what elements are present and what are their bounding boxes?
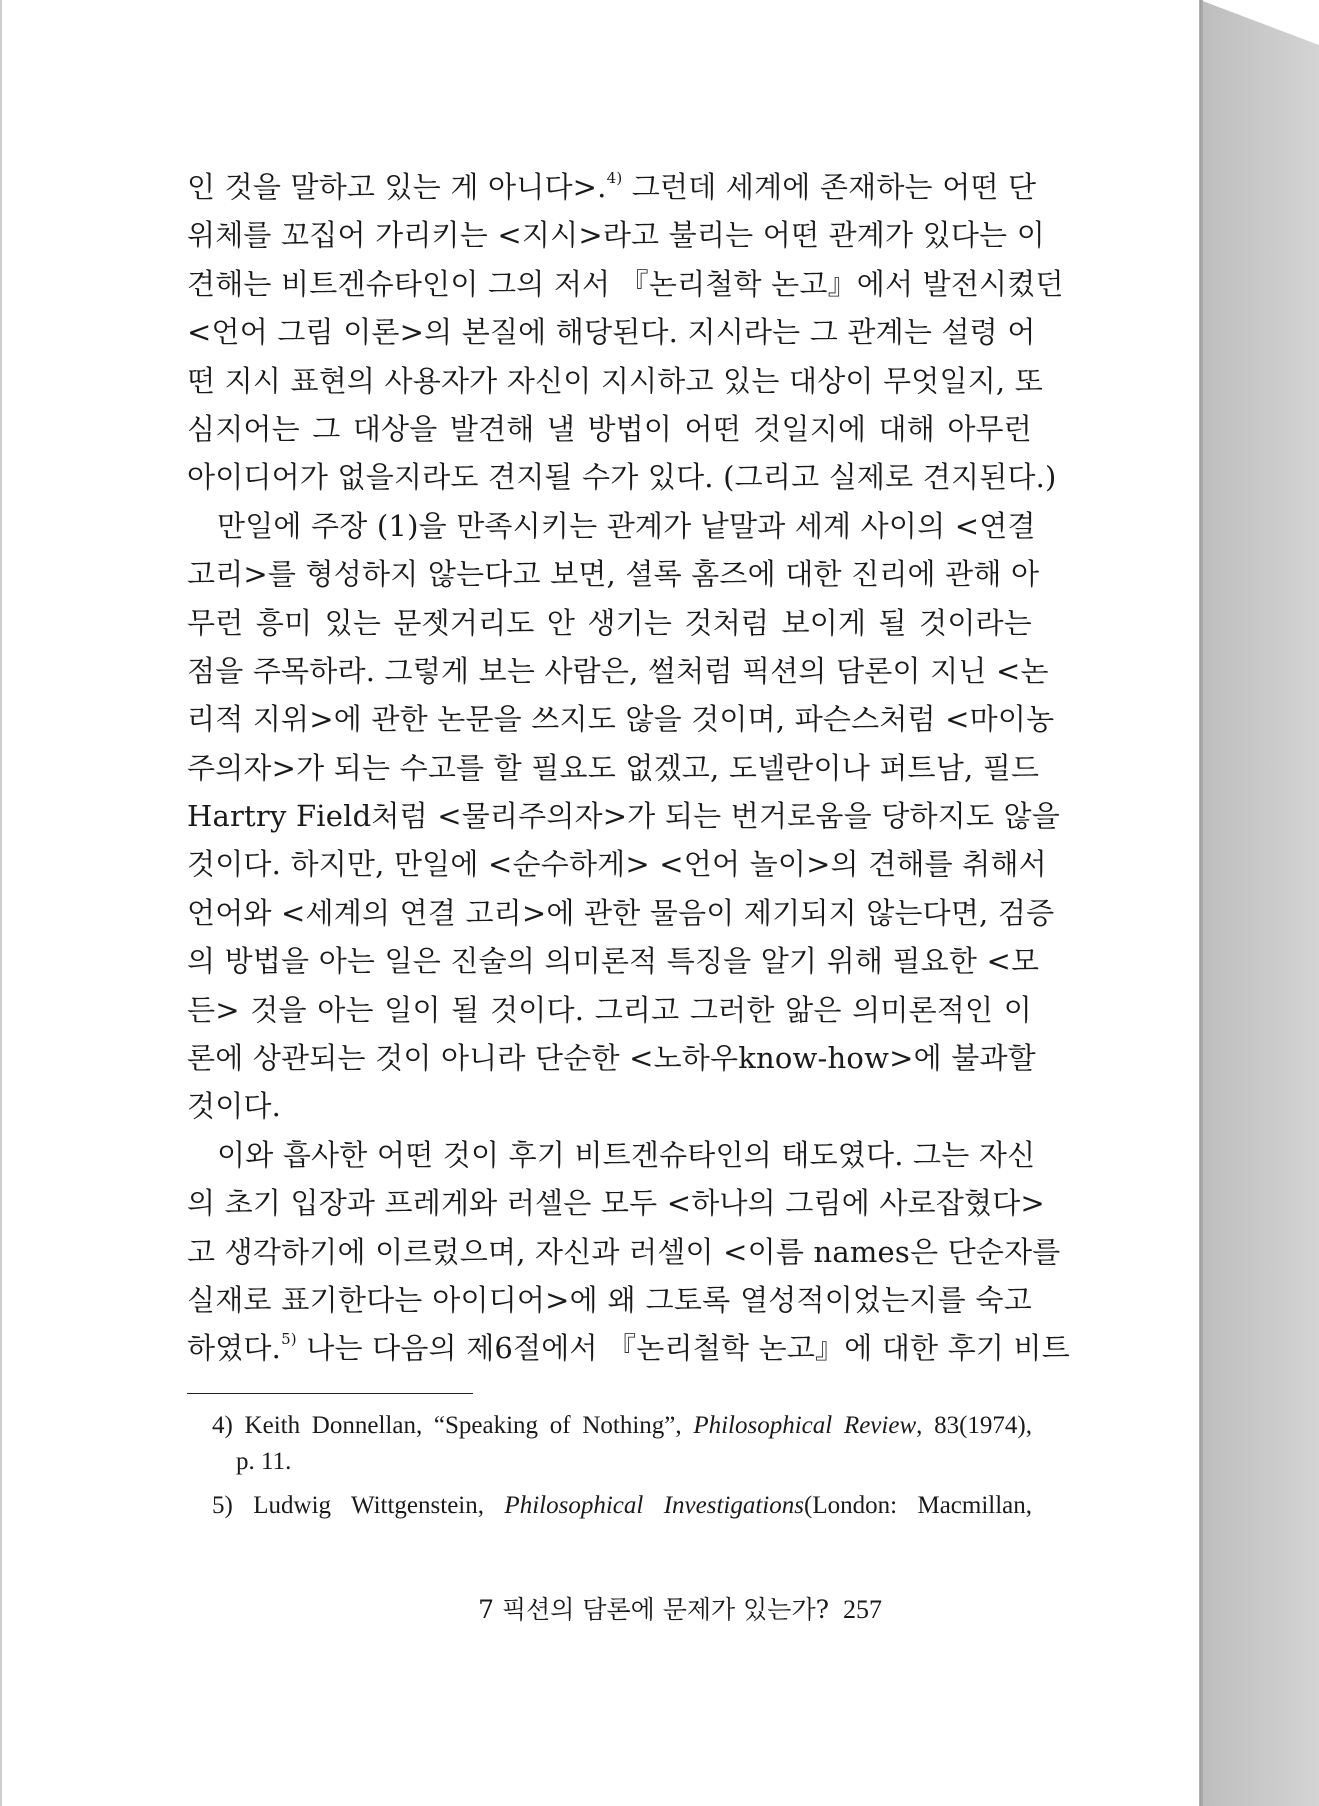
text-line: 하였다.$^{5)}$ 나는 다음의 제6절에서 『논리철학 논고』에 대한 후기 비트 xyxy=(187,1330,1070,1366)
footnote-5: 5) Ludwig Wittgenstein, Philosophical Investigations(London: Macmillan, xyxy=(212,1492,1033,1519)
text-line: 든> 것을 아는 일이 될 것이다. 그리고 그러한 앎은 의미론적인 이 xyxy=(187,992,1032,1027)
text-line: 언어와 <세계의 연결 고리>에 관한 물음이 제기되지 않는다면, 검증 xyxy=(187,895,1055,930)
running-title: 7 픽션의 담론에 문제가 있는가? xyxy=(478,1595,829,1624)
text-line: 위체를 꼬집어 가리키는 <지시>라고 불리는 어떤 관계가 있다는 이 xyxy=(187,218,1045,253)
text-line: 심지어는 그 대상을 발견해 낼 방법이 어떤 것일지에 대해 아무런 xyxy=(187,411,1032,446)
footnote-marker: 4) xyxy=(606,169,623,187)
text-line: 리적 지위>에 관한 논문을 쓰지도 않을 것이며, 파슨스처럼 <마이농 xyxy=(187,702,1055,737)
page-number: 257 xyxy=(843,1595,882,1624)
text-line: 의 초기 입장과 프레게와 러셀은 모두 <하나의 그림에 사로잡혔다> xyxy=(187,1186,1045,1221)
text-line: 실재로 표기한다는 아이디어>에 왜 그토록 열성적이었는지를 숙고 xyxy=(187,1282,1032,1317)
text-line: 아이디어가 없을지라도 견지될 수가 있다. (그리고 실제로 견지된다.) xyxy=(187,460,1057,495)
footnotes xyxy=(212,1408,1032,1524)
footnote-marker: 5) xyxy=(281,1330,297,1349)
text-line: 견해는 비트겐슈타인이 그의 저서 『논리철학 논고』에서 발전시켰던 xyxy=(187,266,1064,301)
body-text xyxy=(187,163,1070,1373)
footnote-4: 4) Keith Donnellan, “Speaking of Nothing”, Philosophical Review, 83(1974), xyxy=(212,1412,1032,1439)
text-line: 주의자>가 되는 수고를 할 필요도 없겠고, 도넬란이나 퍼트남, 필드 xyxy=(187,750,1040,785)
footnote-rule xyxy=(187,1393,473,1394)
text-line: 점을 주목하라. 그렇게 보는 사람은, 썰처럼 픽션의 담론이 지닌 <논 xyxy=(187,653,1049,688)
text-line: 고리>를 형성하지 않는다고 보면, 셜록 홈즈에 대한 진리에 관해 아 xyxy=(187,557,1040,592)
text-line: 이와 흡사한 어떤 것이 후기 비트겐슈타인의 태도였다. 그는 자신 xyxy=(217,1137,1036,1172)
running-footer xyxy=(478,1590,882,1626)
text-line: 고 생각하기에 이르렀으며, 자신과 러셀이 <이름 names은 단순자를 xyxy=(187,1234,1061,1269)
text-line: 인 것을 말하고 있는 게 아니다>.$^{4)}$ 그런데 세계에 존재하는 어떤 단 xyxy=(187,169,1037,204)
text-line: 론에 상관되는 것이 아니라 단순한 <노하우know-how>에 불과할 xyxy=(187,1041,1036,1076)
footnote-4-continuation: p. 11. xyxy=(236,1448,292,1475)
text-line: 무런 흥미 있는 문젯거리도 안 생기는 것처럼 보이게 될 것이라는 xyxy=(187,605,1032,640)
text-line: 것이다. 하지만, 만일에 <순수하게> <언어 놀이>의 견해를 취해서 xyxy=(187,847,1047,882)
text-line: 것이다. xyxy=(187,1089,282,1124)
text-line: 의 방법을 아는 일은 진술의 의미론적 특징을 알기 위해 필요한 <모 xyxy=(187,944,1040,979)
text-line: <언어 그림 이론>의 본질에 해당된다. 지시라는 그 관계는 설령 어 xyxy=(187,315,1036,350)
text-line: 떤 지시 표현의 사용자가 자신이 지시하고 있는 대상이 무엇일지, 또 xyxy=(187,363,1043,398)
text-line: Hartry Field처럼 <물리주의자>가 되는 번거로움을 당하지도 않을 xyxy=(187,799,1060,834)
text-line: 만일에 주장 (1)을 만족시키는 관계가 낱말과 세계 사이의 <연결 xyxy=(217,508,1036,543)
